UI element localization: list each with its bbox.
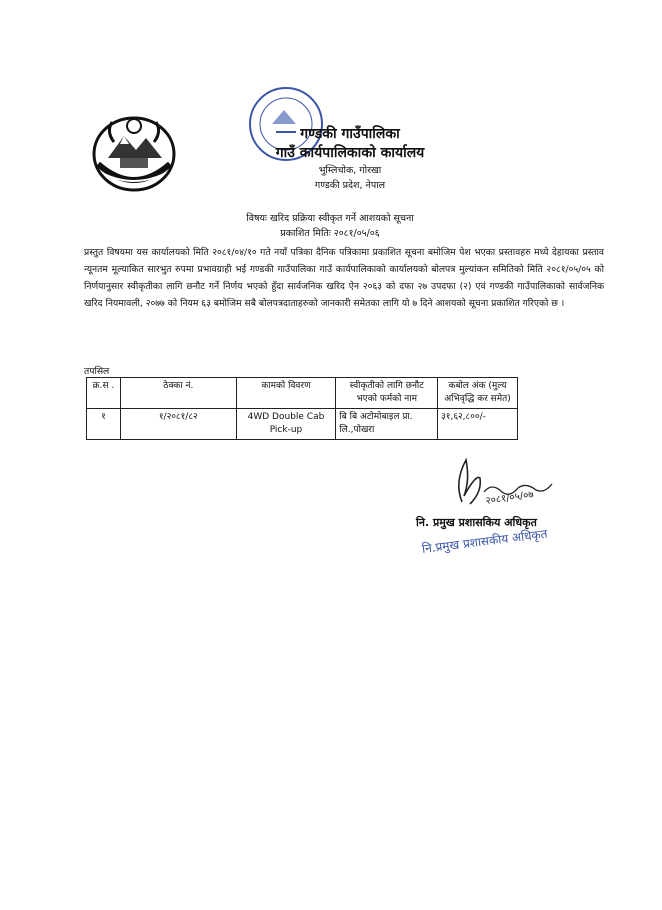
office-subtitle: गाउँ कार्यपालिकाको कार्यालय [275, 145, 425, 161]
signatory-seal: नि.प्रमुख प्रशासकीय अधिकृत [421, 526, 549, 556]
header-contract-no: ठेक्का नं. [120, 378, 236, 409]
address-line-1: भुम्लिचोक, गोरखा [318, 165, 382, 176]
cell-contract-no: १/२०८१/८२ [120, 409, 236, 440]
notice-subject: विषयः खरिद प्रक्रिया स्वीकृत गर्ने आशयको सूचना [246, 213, 414, 224]
header-selected-firm: स्वीकृतीको लागि छनौट भएको फर्मको नाम [336, 378, 438, 409]
nepal-emblem-icon [84, 108, 184, 200]
signature-date: २०८१/०५/०७ [484, 489, 535, 507]
published-date: प्रकाशित मितिः २०८१/०५/०६ [280, 228, 380, 239]
table-row [87, 409, 518, 440]
notice-body: प्रस्तुत विषयमा यस कार्यालयको मिति २०८१/०४/१० गते नयाँ पत्रिका दैनिक पत्रिकामा प्रकाशित सूचना बमोजिम पेश भएका प्रस्तावहरु मध्ये देहायका प्रस्ताव न्यूनतम मूल्याकित सारभुत रुपमा प्रभावग्राही भई गण्डकी गाउँपालिका गाउँ कार्यपालिकाको कार्यालयको बोलपत्र मुल्यांकन समितिको मिति २०८१/०५/०५ को निर्णयानुसार स्वीकृतीका लागि छनौट गर्ने निर्णय भएको हुँदा सार्वजनिक खरिद ऐन २०६३ को दफा २७ उपदफा (२) एवं गण्डकी गाउँपालिकाको सार्वजनिक खरिद नियमावली, २०७७ को नियम ६३ बमोजिम सबै बोलपत्रदाताहरुको जानकारी समेतका लागि यो ७ दिने आशयको सूचना प्रकाशित गरिएको छ । [84, 247, 604, 309]
table-header-row [87, 378, 518, 409]
office-name: गण्डकी गाउँपालिका [300, 126, 400, 142]
signatory-title: नि. प्रमुख प्रशासकिय अधिकृत [416, 516, 537, 529]
header-work-description: कामको विवरण [236, 378, 336, 409]
header-bid-amount: कबोल अंक (मुल्य अभिवृद्धि कर समेत) [438, 378, 518, 409]
header-serial: क्र.स . [87, 378, 121, 409]
cell-bid-amount: ३१,६२,८००/- [438, 409, 518, 440]
cell-serial: १ [87, 409, 121, 440]
address-line-2: गण्डकी प्रदेश, नेपाल [314, 180, 386, 191]
handwritten-signature [440, 452, 560, 512]
cell-work-description: 4WD Double Cab Pick-up [236, 409, 336, 440]
cell-selected-firm: बि बि अटोमोबाइल प्रा. लि.,पोखरा [336, 409, 438, 440]
bid-table [86, 377, 518, 440]
table-caption: तपसिल [84, 366, 110, 377]
